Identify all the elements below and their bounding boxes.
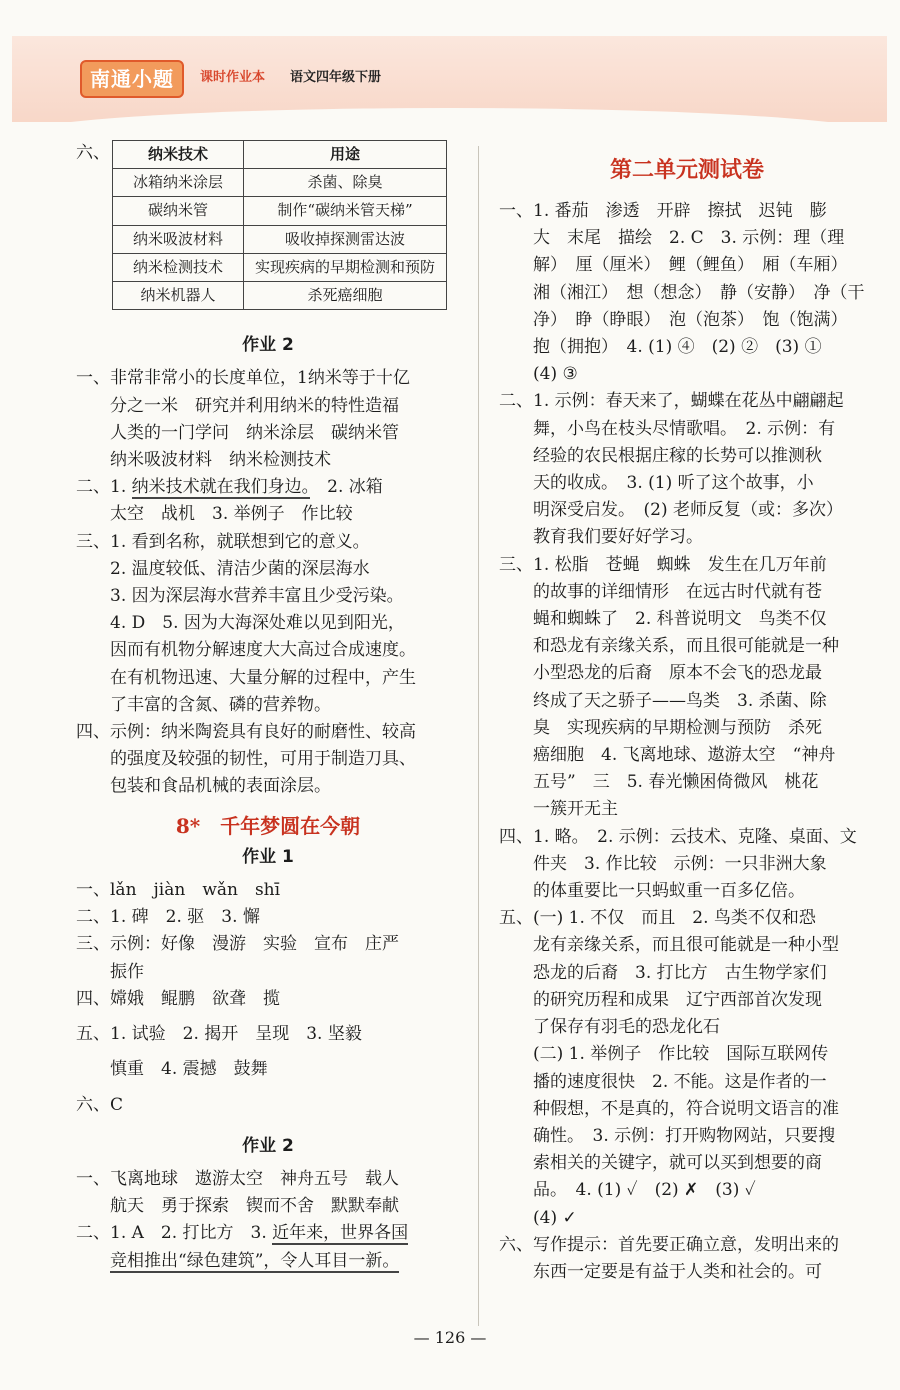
answer-line: 4. D 5. 因为大海深处难以见到阳光， — [110, 613, 405, 634]
answer-line: 净） 睁（睁眼） 泡（泡茶） 饱（饱满） — [533, 309, 848, 330]
unit-test-title: 第二单元测试卷 — [609, 157, 764, 183]
nano-table-block — [76, 140, 460, 310]
answer-line: 恐龙的后裔 3. 打比方 古生物学家们 — [533, 962, 827, 983]
table-row — [113, 225, 447, 253]
answer-line: 包装和食品机械的表面涂层。 — [110, 776, 331, 797]
table-row — [113, 282, 447, 310]
nano-tech-table — [112, 140, 447, 310]
answer-line: 大 末尾 描绘 2. C 3. 示例：理（理 — [533, 228, 845, 249]
answer-line: 湘（湘江） 想（想念） 静（安静） 净（干 — [533, 282, 865, 303]
question-label: 六、 — [76, 143, 110, 163]
answer-line: 种假想，不是真的，符合说明文语言的准 — [533, 1098, 839, 1119]
answer-line: 一、非常非常小的长度单位，1纳米等于十亿 — [76, 368, 410, 389]
underlined-answer: 近年来，世界各国 — [272, 1223, 409, 1244]
answer-line — [76, 474, 460, 501]
answer-line: 四、嫦娥 鲲鹏 欲聋 揽 — [76, 988, 280, 1009]
answer-line: 播的速度很快 2. 不能。这是作者的一 — [533, 1071, 827, 1092]
column-divider — [478, 146, 479, 1326]
page-number — [0, 1328, 900, 1347]
table-row — [113, 197, 447, 225]
book-grade: 语文四年级下册 — [290, 70, 382, 85]
answer-line: 分之一米 研究并利用纳米的特性造福 — [110, 395, 399, 416]
answer-line: 天的收成。 3. (1) 听了这个故事，小 — [533, 473, 814, 494]
answer-line: 抱（拥抱） 4. (1) ④ (2) ② (3) ① — [533, 337, 822, 358]
answer-line: 三、示例：好像 漫游 实验 宣布 庄严 — [76, 934, 399, 955]
answer-line: 东西一定要是有益于人类和社会的。可 — [533, 1261, 822, 1282]
right-column — [499, 150, 875, 1286]
answer-line: 四、示例：纳米陶瓷具有良好的耐磨性、较高 — [76, 722, 416, 743]
answer-line: 癌细胞 4. 飞离地球、遨游太空 “神舟 — [533, 745, 836, 766]
answer-line: 三、1. 松脂 苍蝇 蜘蛛 发生在几万年前 — [499, 554, 827, 575]
table-header-row — [113, 141, 447, 169]
table-cell: 纳米检测技术 — [113, 253, 244, 281]
answer-line: (4) ③ — [533, 364, 578, 385]
table-cell: 碳纳米管 — [113, 197, 244, 225]
section-title: 作业 2 — [242, 1135, 294, 1156]
answer-line: 和恐龙有亲缘关系，而且很可能就是一种 — [533, 636, 839, 657]
answer-line: 经验的农民根据庄稼的长势可以推测秋 — [533, 445, 822, 466]
answer-text: 2. 冰箱 — [327, 477, 383, 498]
answer-line: 品。 4. (1) ✓ (2) ✗ (3) ✓ — [533, 1180, 756, 1201]
answer-text: 二、1. — [76, 477, 127, 498]
lesson-title: 8* 千年梦圆在今朝 — [175, 813, 361, 838]
answer-line: 解） 厘（厘米） 鲤（鲤鱼） 厢（车厢） — [533, 255, 848, 276]
left-column — [76, 142, 460, 1275]
answer-line: 六、C — [76, 1094, 124, 1115]
answer-line: (二) 1. 举例子 作比较 国际互联网传 — [533, 1044, 829, 1065]
answer-line: 三、1. 看到名称，就联想到它的意义。 — [76, 531, 370, 552]
answer-line: 一簇开无主 — [533, 799, 618, 820]
table-cell: 吸收掉探测雷达波 — [244, 225, 447, 253]
answer-line: 五号” 三 5. 春光懒困倚微风 桃花 — [533, 772, 819, 793]
table-row — [113, 169, 447, 197]
table-header: 用途 — [244, 141, 447, 169]
answer-line: 索相关的关键字，就可以买到想要的商 — [533, 1153, 822, 1174]
answer-line: 小型恐龙的后裔 原本不会飞的恐龙最 — [533, 663, 822, 684]
answer-line: 龙有亲缘关系，而且很可能就是一种小型 — [533, 935, 839, 956]
answer-line: 二、1. 碑 2. 驱 3. 懈 — [76, 907, 260, 928]
answer-line: 一、lǎn jiàn wǎn shī — [76, 880, 281, 901]
table-cell: 实现疾病的早期检测和预防 — [244, 253, 447, 281]
answer-line: 的体重要比一只蚂蚁重一百多亿倍。 — [533, 881, 805, 902]
answer-line: 振作 — [110, 961, 144, 982]
underlined-answer: 竞相推出“绿色建筑”，令人耳目一新。 — [110, 1250, 400, 1271]
answer-line: 的研究历程和成果 辽宁西部首次发现 — [533, 989, 822, 1010]
answer-line: 因而有机物分解速度大大高过合成速度。 — [110, 640, 416, 661]
answer-line: 件夹 3. 作比较 示例：一只非洲大象 — [533, 853, 827, 874]
table-cell: 杀菌、除臭 — [244, 169, 447, 197]
answer-line: 的强度及较强的韧性，可用于制造刀具、 — [110, 749, 416, 770]
answer-line: 一、飞离地球 遨游太空 神舟五号 载人 — [76, 1168, 399, 1189]
answer-line: 明深受启发。 (2) 老师反复（或：多次） — [533, 500, 843, 521]
answer-line: 六、写作提示：首先要正确立意，发明出来的 — [499, 1234, 839, 1255]
answer-line: 臭 实现疾病的早期检测与预防 杀死 — [533, 717, 822, 738]
answer-line — [76, 1220, 460, 1247]
answer-line: 航天 勇于探索 锲而不舍 默默奉献 — [110, 1196, 399, 1217]
answer-line: 人类的一门学问 纳米涂层 碳纳米管 — [110, 422, 399, 443]
answer-line: 慎重 4. 震撼 鼓舞 — [110, 1059, 268, 1080]
table-cell: 制作“碳纳米管天梯” — [244, 197, 447, 225]
answer-line: 在有机物迅速、大量分解的过程中，产生 — [110, 667, 416, 688]
answer-line: 了丰富的含氮、磷的营养物。 — [110, 694, 331, 715]
answer-line: 教育我们要好好学习。 — [533, 527, 703, 548]
answer-line: 2. 温度较低、清洁少菌的深层海水 — [110, 558, 370, 579]
answer-line: 终成了天之骄子——鸟类 3. 杀菌、除 — [533, 690, 827, 711]
section-title: 作业 1 — [242, 846, 294, 867]
table-row — [113, 253, 447, 281]
answer-line: 的故事的详细情形 在远古时代就有苍 — [533, 581, 822, 602]
page-number-text: — 126 — — [413, 1328, 487, 1347]
answer-line: 太空 战机 3. 举例子 作比较 — [110, 504, 353, 525]
answer-line — [76, 1248, 460, 1275]
answer-line: 3. 因为深层海水营养丰富且少受污染。 — [110, 586, 404, 607]
table-cell: 纳米吸波材料 — [113, 225, 244, 253]
section-title: 作业 2 — [242, 335, 294, 356]
answer-line: 五、1. 试验 2. 揭开 呈现 3. 坚毅 — [76, 1024, 362, 1045]
answer-text: 二、1. A 2. 打比方 3. — [76, 1223, 267, 1244]
answer-line: 确性。 3. 示例：打开购物网站，只要搜 — [533, 1125, 836, 1146]
brand-subtitle: 课时作业本 — [200, 70, 266, 85]
answer-line: 了保存有羽毛的恐龙化石 — [533, 1017, 720, 1038]
underlined-answer: 纳米技术就在我们身边。 — [131, 477, 311, 498]
answer-line: 一、1. 番茄 渗透 开辟 擦拭 迟钝 膨 — [499, 201, 827, 221]
brand-logo: 南通小题 — [80, 60, 184, 98]
answer-line: 五、(一) 1. 不仅 而且 2. 鸟类不仅和恐 — [499, 908, 816, 929]
answer-line: 二、1. 示例：春天来了，蝴蝶在花丛中翩翩起 — [499, 391, 844, 412]
answer-line: 四、1. 略。 2. 示例：云技术、克隆、桌面、文 — [499, 826, 857, 847]
answer-line: (4) ✓ — [533, 1207, 577, 1228]
answer-line: 舞，小鸟在枝头尽情歌唱。 2. 示例：有 — [533, 418, 836, 439]
answer-line: 蝇和蜘蛛了 2. 科普说明文 鸟类不仅 — [533, 609, 827, 630]
table-cell: 冰箱纳米涂层 — [113, 169, 244, 197]
answer-line: 纳米吸波材料 纳米检测技术 — [110, 450, 331, 471]
table-cell: 纳米机器人 — [113, 282, 244, 310]
table-cell: 杀死癌细胞 — [244, 282, 447, 310]
table-header: 纳米技术 — [113, 141, 244, 169]
